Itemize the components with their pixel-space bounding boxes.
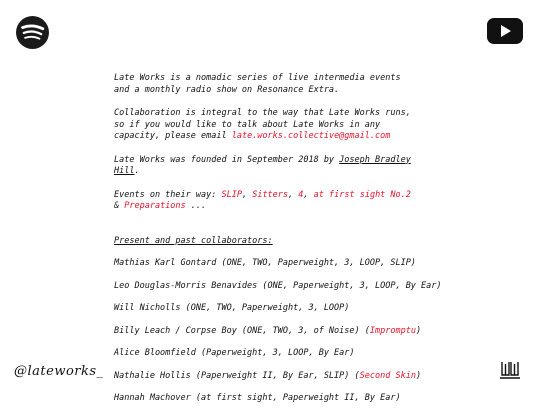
event-link-sitters[interactable]: Sitters xyxy=(252,189,289,200)
founder-link[interactable]: Joseph Bradley Hill xyxy=(114,154,411,176)
collaborators-list xyxy=(114,258,442,405)
founder-paragraph xyxy=(114,155,416,178)
collaborator-item: Hannah Machover (at first sight, Paperweight II, By Ear) xyxy=(114,393,401,403)
events-paragraph: Events on their way: SLIP, Sitters, 4, at first sight No.2 & Preparations ... xyxy=(114,189,411,211)
events-suffix: ... xyxy=(185,201,207,211)
event-link-at-first-sight[interactable]: at first sight No.2 xyxy=(313,189,411,200)
collaboration-paragraph xyxy=(114,108,416,143)
collaborator-item: Alice Bloomfield (Paperweight, 3, LOOP, By Ear) xyxy=(114,348,355,358)
collaborator-text: Billy Leach / Corpse Boy (ONE, TWO, 3, of Noise) ( xyxy=(114,325,370,336)
spotify-icon[interactable] xyxy=(16,16,49,49)
about-text xyxy=(114,73,442,416)
collaborators-heading: Present and past collaborators: xyxy=(114,235,273,246)
collaborator-close: ) xyxy=(415,370,422,381)
event-link-slip[interactable]: SLIP xyxy=(221,189,242,200)
events-prefix: Events on their way: xyxy=(114,189,222,200)
founder-period: . xyxy=(134,166,140,176)
second-skin-link[interactable]: Second Skin xyxy=(359,370,416,381)
email-link[interactable]: late.works.collective@gmail.com xyxy=(231,131,391,141)
instagram-handle[interactable]: @lateworks_ xyxy=(14,364,104,379)
collaborator-text: Nathalie Hollis (Paperweight II, By Ear, SLIP) ( xyxy=(114,370,360,381)
collaborator-item: Leo Douglas-Morris Benavides (ONE, Paperweight, 3, LOOP, By Ear) xyxy=(114,280,442,291)
late-works-logo-icon[interactable] xyxy=(499,360,521,380)
collaborator-item: Mathias Karl Gontard (ONE, TWO, Paperweight, 3, LOOP, SLIP) xyxy=(114,258,416,268)
youtube-icon[interactable] xyxy=(487,18,523,44)
event-link-preparations[interactable]: Preparations xyxy=(124,201,186,211)
impromptu-link[interactable]: Impromptu xyxy=(369,325,416,336)
collaborator-close: ) xyxy=(415,325,422,336)
event-link-4[interactable]: 4 xyxy=(298,189,304,200)
collaborator-item xyxy=(114,370,422,383)
collaborator-item xyxy=(114,325,422,338)
intro-paragraph: Late Works is a nomadic series of live intermedia events and a monthly radio show on Resonance Extra. xyxy=(114,73,401,95)
collaboration-text: Collaboration is integral to the way that Late Works runs, so if you would like to talk about Late Works in any capacity, please email xyxy=(114,108,411,141)
founder-text: Late Works was founded in September 2018 by xyxy=(114,154,340,165)
collaborator-item: Will Nicholls (ONE, TWO, Paperweight, 3, LOOP) xyxy=(114,303,350,313)
